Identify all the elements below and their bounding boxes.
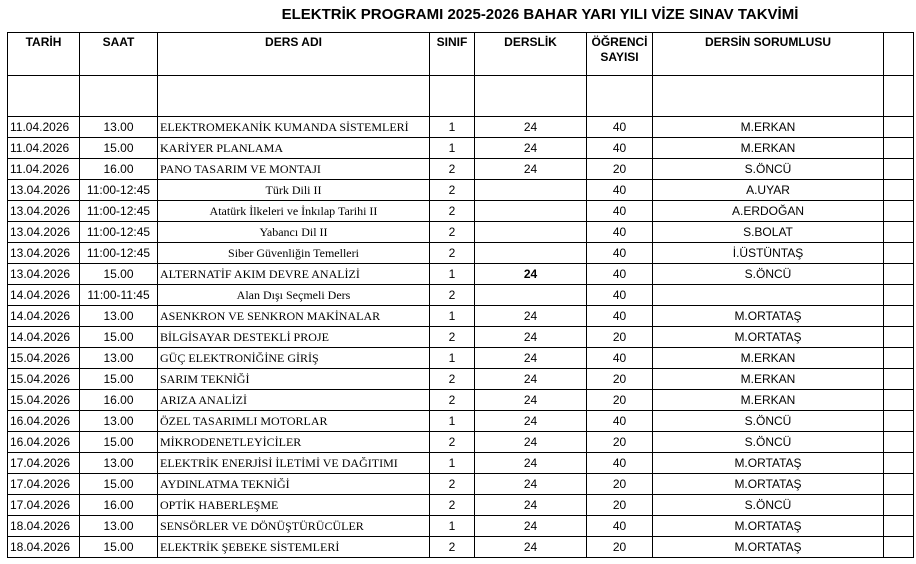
cell-sinif: 2	[430, 369, 475, 390]
cell-saat: 13.00	[80, 348, 158, 369]
cell-tarih: 15.04.2026	[8, 369, 80, 390]
cell-ogrenci-sayisi: 40	[587, 516, 653, 537]
cell-tarih: 17.04.2026	[8, 453, 80, 474]
cell-sorumlu: M.ORTATAŞ	[653, 516, 884, 537]
cell-ogrenci-sayisi: 20	[587, 159, 653, 180]
cell-derslik	[475, 180, 587, 201]
cell-derslik	[475, 201, 587, 222]
cell-ders-adi: SENSÖRLER VE DÖNÜŞTÜRÜCÜLER	[158, 516, 430, 537]
cell-derslik: 24	[475, 411, 587, 432]
cell-empty	[884, 264, 914, 285]
cell-ders-adi: Alan Dışı Seçmeli Ders	[158, 285, 430, 306]
cell-ders-adi: ELEKTROMEKANİK KUMANDA SİSTEMLERİ	[158, 117, 430, 138]
cell-saat: 13.00	[80, 117, 158, 138]
table-row	[8, 243, 914, 264]
cell-tarih: 13.04.2026	[8, 201, 80, 222]
blank-row	[8, 76, 914, 117]
header-saat: SAAT	[80, 33, 158, 76]
header-empty	[884, 33, 914, 76]
header-ogrenci-sayisi: ÖĞRENCİ SAYISI	[587, 33, 653, 76]
cell-tarih: 16.04.2026	[8, 432, 80, 453]
cell-sorumlu: A.ERDOĞAN	[653, 201, 884, 222]
cell-empty	[884, 369, 914, 390]
cell-saat: 15.00	[80, 264, 158, 285]
cell-derslik: 24	[475, 138, 587, 159]
cell-empty	[884, 348, 914, 369]
blank-cell	[587, 76, 653, 117]
cell-derslik: 24	[475, 306, 587, 327]
cell-sorumlu: İ.ÜSTÜNTAŞ	[653, 243, 884, 264]
schedule-title: ELEKTRİK PROGRAMI 2025-2026 BAHAR YARI YILI VİZE SINAV TAKVİMİ	[281, 6, 799, 23]
cell-saat: 13.00	[80, 411, 158, 432]
cell-derslik: 24	[475, 264, 587, 285]
cell-empty	[884, 411, 914, 432]
cell-saat: 16.00	[80, 495, 158, 516]
cell-ogrenci-sayisi: 40	[587, 222, 653, 243]
cell-sorumlu: S.ÖNCÜ	[653, 264, 884, 285]
cell-derslik: 24	[475, 369, 587, 390]
cell-ders-adi: ÖZEL TASARIMLI MOTORLAR	[158, 411, 430, 432]
cell-sinif: 1	[430, 348, 475, 369]
cell-saat: 16.00	[80, 390, 158, 411]
cell-sinif: 1	[430, 306, 475, 327]
cell-saat: 15.00	[80, 474, 158, 495]
cell-tarih: 11.04.2026	[8, 138, 80, 159]
cell-sinif: 1	[430, 516, 475, 537]
cell-tarih: 13.04.2026	[8, 222, 80, 243]
blank-cell	[884, 76, 914, 117]
table-row	[8, 390, 914, 411]
cell-tarih: 13.04.2026	[8, 264, 80, 285]
cell-tarih: 14.04.2026	[8, 306, 80, 327]
table-row	[8, 306, 914, 327]
cell-ders-adi: ELEKTRİK ENERJİSİ İLETİMİ VE DAĞITIMI	[158, 453, 430, 474]
cell-ders-adi: PANO TASARIM VE MONTAJI	[158, 159, 430, 180]
header-sorumlu: DERSİN SORUMLUSU	[653, 33, 884, 76]
cell-sinif: 2	[430, 537, 475, 558]
table-row	[8, 474, 914, 495]
cell-sorumlu: M.ORTATAŞ	[653, 306, 884, 327]
cell-sinif: 2	[430, 432, 475, 453]
cell-ders-adi: AYDINLATMA TEKNİĞİ	[158, 474, 430, 495]
cell-saat: 13.00	[80, 453, 158, 474]
cell-sinif: 2	[430, 474, 475, 495]
cell-tarih: 14.04.2026	[8, 327, 80, 348]
cell-tarih: 18.04.2026	[8, 516, 80, 537]
cell-sinif: 2	[430, 222, 475, 243]
cell-empty	[884, 432, 914, 453]
cell-sorumlu: M.ERKAN	[653, 369, 884, 390]
cell-ders-adi: Siber Güvenliğin Temelleri	[158, 243, 430, 264]
cell-empty	[884, 243, 914, 264]
cell-empty	[884, 222, 914, 243]
cell-tarih: 14.04.2026	[8, 285, 80, 306]
blank-cell	[475, 76, 587, 117]
cell-ders-adi: Yabancı Dil II	[158, 222, 430, 243]
cell-sorumlu: A.UYAR	[653, 180, 884, 201]
cell-empty	[884, 180, 914, 201]
cell-tarih: 17.04.2026	[8, 495, 80, 516]
cell-derslik	[475, 222, 587, 243]
cell-ogrenci-sayisi: 20	[587, 474, 653, 495]
cell-sinif: 1	[430, 411, 475, 432]
table-row	[8, 285, 914, 306]
header-row	[8, 33, 914, 76]
cell-saat: 15.00	[80, 138, 158, 159]
cell-empty	[884, 516, 914, 537]
cell-saat: 15.00	[80, 369, 158, 390]
cell-saat: 15.00	[80, 537, 158, 558]
cell-sorumlu	[653, 285, 884, 306]
cell-saat: 13.00	[80, 306, 158, 327]
cell-ogrenci-sayisi: 40	[587, 411, 653, 432]
cell-derslik: 24	[475, 453, 587, 474]
cell-ogrenci-sayisi: 40	[587, 285, 653, 306]
cell-ders-adi: ARIZA ANALİZİ	[158, 390, 430, 411]
cell-ogrenci-sayisi: 40	[587, 243, 653, 264]
cell-sorumlu: S.ÖNCÜ	[653, 432, 884, 453]
exam-schedule-table	[7, 32, 914, 558]
cell-derslik: 24	[475, 474, 587, 495]
cell-saat: 11:00-11:45	[80, 285, 158, 306]
table-row	[8, 201, 914, 222]
cell-sorumlu: M.ORTATAŞ	[653, 474, 884, 495]
cell-derslik	[475, 285, 587, 306]
cell-sinif: 2	[430, 243, 475, 264]
table-row	[8, 432, 914, 453]
cell-empty	[884, 327, 914, 348]
cell-tarih: 13.04.2026	[8, 180, 80, 201]
cell-ogrenci-sayisi: 40	[587, 453, 653, 474]
table-row	[8, 222, 914, 243]
cell-saat: 16.00	[80, 159, 158, 180]
cell-sinif: 2	[430, 180, 475, 201]
cell-saat: 11:00-12:45	[80, 201, 158, 222]
cell-derslik: 24	[475, 495, 587, 516]
cell-ders-adi: MİKRODENETLEYİCİLER	[158, 432, 430, 453]
cell-ogrenci-sayisi: 20	[587, 327, 653, 348]
cell-empty	[884, 537, 914, 558]
blank-cell	[8, 76, 80, 117]
cell-ders-adi: GÜÇ ELEKTRONİĞİNE GİRİŞ	[158, 348, 430, 369]
cell-tarih: 13.04.2026	[8, 243, 80, 264]
cell-derslik: 24	[475, 432, 587, 453]
cell-sinif: 2	[430, 390, 475, 411]
cell-derslik: 24	[475, 537, 587, 558]
cell-empty	[884, 453, 914, 474]
cell-sorumlu: S.ÖNCÜ	[653, 411, 884, 432]
cell-sinif: 1	[430, 117, 475, 138]
cell-derslik: 24	[475, 390, 587, 411]
cell-sorumlu: M.ORTATAŞ	[653, 453, 884, 474]
blank-cell	[80, 76, 158, 117]
blank-cell	[158, 76, 430, 117]
blank-cell	[430, 76, 475, 117]
cell-derslik	[475, 243, 587, 264]
cell-tarih: 15.04.2026	[8, 390, 80, 411]
table-row	[8, 411, 914, 432]
cell-ders-adi: OPTİK HABERLEŞME	[158, 495, 430, 516]
table-row	[8, 537, 914, 558]
cell-empty	[884, 474, 914, 495]
table-row	[8, 117, 914, 138]
cell-sinif: 1	[430, 453, 475, 474]
header-derslik: DERSLİK	[475, 33, 587, 76]
cell-empty	[884, 285, 914, 306]
table-row	[8, 138, 914, 159]
table-row	[8, 348, 914, 369]
cell-tarih: 15.04.2026	[8, 348, 80, 369]
cell-ogrenci-sayisi: 40	[587, 180, 653, 201]
cell-saat: 13.00	[80, 516, 158, 537]
cell-sinif: 2	[430, 495, 475, 516]
cell-sorumlu: M.ERKAN	[653, 138, 884, 159]
header-tarih: TARİH	[8, 33, 80, 76]
cell-sinif: 2	[430, 159, 475, 180]
cell-derslik: 24	[475, 159, 587, 180]
cell-ders-adi: SARIM TEKNİĞİ	[158, 369, 430, 390]
cell-ogrenci-sayisi: 20	[587, 432, 653, 453]
cell-ders-adi: ELEKTRİK ŞEBEKE SİSTEMLERİ	[158, 537, 430, 558]
cell-empty	[884, 201, 914, 222]
cell-tarih: 16.04.2026	[8, 411, 80, 432]
cell-sorumlu: M.ERKAN	[653, 348, 884, 369]
table-row	[8, 264, 914, 285]
cell-ogrenci-sayisi: 40	[587, 138, 653, 159]
blank-cell	[653, 76, 884, 117]
cell-sorumlu: M.ERKAN	[653, 117, 884, 138]
cell-ders-adi: Türk Dili II	[158, 180, 430, 201]
cell-derslik: 24	[475, 348, 587, 369]
table-row	[8, 369, 914, 390]
cell-saat: 11:00-12:45	[80, 243, 158, 264]
cell-ders-adi: ALTERNATİF AKIM DEVRE ANALİZİ	[158, 264, 430, 285]
table-row	[8, 159, 914, 180]
table-row	[8, 453, 914, 474]
cell-derslik: 24	[475, 117, 587, 138]
cell-ders-adi: Atatürk İlkeleri ve İnkılap Tarihi II	[158, 201, 430, 222]
cell-empty	[884, 390, 914, 411]
cell-ogrenci-sayisi: 40	[587, 117, 653, 138]
cell-sinif: 1	[430, 264, 475, 285]
cell-empty	[884, 117, 914, 138]
cell-ogrenci-sayisi: 20	[587, 369, 653, 390]
cell-sinif: 2	[430, 201, 475, 222]
cell-ders-adi: ASENKRON VE SENKRON MAKİNALAR	[158, 306, 430, 327]
table-row	[8, 180, 914, 201]
cell-ogrenci-sayisi: 20	[587, 390, 653, 411]
cell-sorumlu: M.ORTATAŞ	[653, 537, 884, 558]
cell-ogrenci-sayisi: 20	[587, 537, 653, 558]
cell-saat: 11:00-12:45	[80, 222, 158, 243]
cell-derslik: 24	[475, 327, 587, 348]
table-row	[8, 516, 914, 537]
cell-sorumlu: S.BOLAT	[653, 222, 884, 243]
cell-tarih: 11.04.2026	[8, 159, 80, 180]
cell-empty	[884, 159, 914, 180]
cell-saat: 15.00	[80, 432, 158, 453]
cell-ogrenci-sayisi: 20	[587, 495, 653, 516]
cell-saat: 11:00-12:45	[80, 180, 158, 201]
cell-sorumlu: M.ORTATAŞ	[653, 327, 884, 348]
cell-ders-adi: KARİYER PLANLAMA	[158, 138, 430, 159]
cell-tarih: 17.04.2026	[8, 474, 80, 495]
cell-sinif: 2	[430, 285, 475, 306]
cell-empty	[884, 306, 914, 327]
header-sinif: SINIF	[430, 33, 475, 76]
cell-derslik: 24	[475, 516, 587, 537]
cell-sorumlu: M.ERKAN	[653, 390, 884, 411]
cell-ders-adi: BİLGİSAYAR DESTEKLİ PROJE	[158, 327, 430, 348]
cell-ogrenci-sayisi: 40	[587, 264, 653, 285]
cell-empty	[884, 138, 914, 159]
cell-tarih: 11.04.2026	[8, 117, 80, 138]
table-row	[8, 495, 914, 516]
header-ders-adi: DERS ADI	[158, 33, 430, 76]
cell-saat: 15.00	[80, 327, 158, 348]
cell-ogrenci-sayisi: 40	[587, 306, 653, 327]
cell-tarih: 18.04.2026	[8, 537, 80, 558]
cell-empty	[884, 495, 914, 516]
cell-ogrenci-sayisi: 40	[587, 348, 653, 369]
cell-sinif: 1	[430, 138, 475, 159]
cell-ogrenci-sayisi: 40	[587, 201, 653, 222]
cell-sorumlu: S.ÖNCÜ	[653, 495, 884, 516]
cell-sorumlu: S.ÖNCÜ	[653, 159, 884, 180]
cell-sinif: 2	[430, 327, 475, 348]
table-row	[8, 327, 914, 348]
